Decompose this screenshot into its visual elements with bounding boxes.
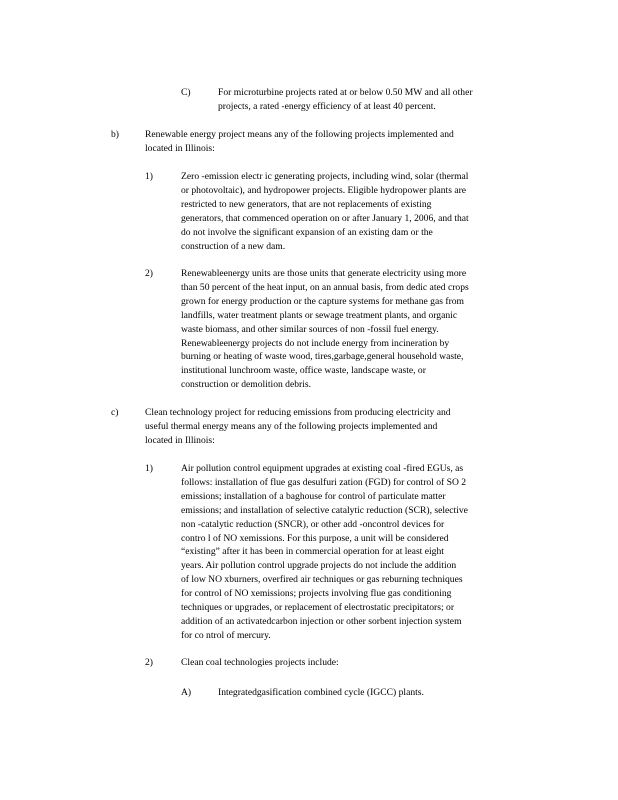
- item-c2-text: Clean coal technologies projects include:: [181, 657, 339, 668]
- item-c2a-text: Integratedgasification combined cycle (IGCC) plants.: [218, 687, 424, 698]
- item-c-text: For microturbine projects rated at or below 0.50 MW and all other projects, a rated -energy efficiency of at least 40 percent.: [218, 87, 473, 112]
- item-b-text: Renewable energy project means any of the following projects implemented and located in Illinois:: [145, 129, 454, 154]
- item-b2-text: Renewableenergy units are those units that generate electricity using more than 50 percent of the heat input, on an annual basis, from dedic ated crops grown for energy production or the capture systems for methane gas from landfills, water treatment plants or sewage treatment plants, and organic waste biomass, and other similar sources of non -fossil fuel energy. Renewableenergy projects do not include energy from incineration by burning or heating of waste wood, tires,garbage,general household waste, institutional lunchroom waste, office waste, landscape waste, or construction or demolition debris.: [181, 268, 469, 391]
- item-c-marker: C): [181, 87, 191, 98]
- item-c-main-text: Clean technology project for reducing emissions from producing electricity and useful thermal energy means any of the following projects implemented and located in Illinois:: [145, 407, 451, 446]
- item-b1-marker: 1): [145, 171, 153, 182]
- item-b2-marker: 2): [145, 268, 153, 279]
- item-b1-text: Zero -emission electr ic generating projects, including wind, solar (thermal or photovoltaic), and hydropower projects. Eligible hydropower plants are restricted to new generators, that are not replacements of existing generators, that commenced operation on or after January 1, 2006, and that do not involve the significant expansion of an existing dam or the construction of a new dam.: [181, 171, 469, 252]
- item-c1-marker: 1): [145, 463, 153, 474]
- item-c2a-marker: A): [181, 687, 192, 698]
- item-b-marker: b): [111, 129, 119, 140]
- item-c-main-marker: c): [111, 407, 119, 418]
- item-c1-text: Air pollution control equipment upgrades at existing coal -fired EGUs, as follows: installation of flue gas desulfuri zation (FGD) for control of SO 2 emissions; installation of a baghouse for control of particulate matter emissions; and installation of selective catalytic reduction (SCR), selective non -catalytic reduction (SNCR), or other add -oncontrol devices for contro l of NO xemissions. For this purpose, a unit will be considered “existing” after it has been in commercial operation for at least eight years. Air pollution control upgrade projects do not include the addition of low NO xburners, overfired air techniques or gas reburning techniques for control of NO xemissions; projects involving flue gas conditioning techniques or upgrades, or replacement of electrostatic precipitators; or addition of an activatedcarbon injection or other sorbent injection system for co ntrol of mercury.: [181, 463, 468, 641]
- item-c2-marker: 2): [145, 657, 153, 668]
